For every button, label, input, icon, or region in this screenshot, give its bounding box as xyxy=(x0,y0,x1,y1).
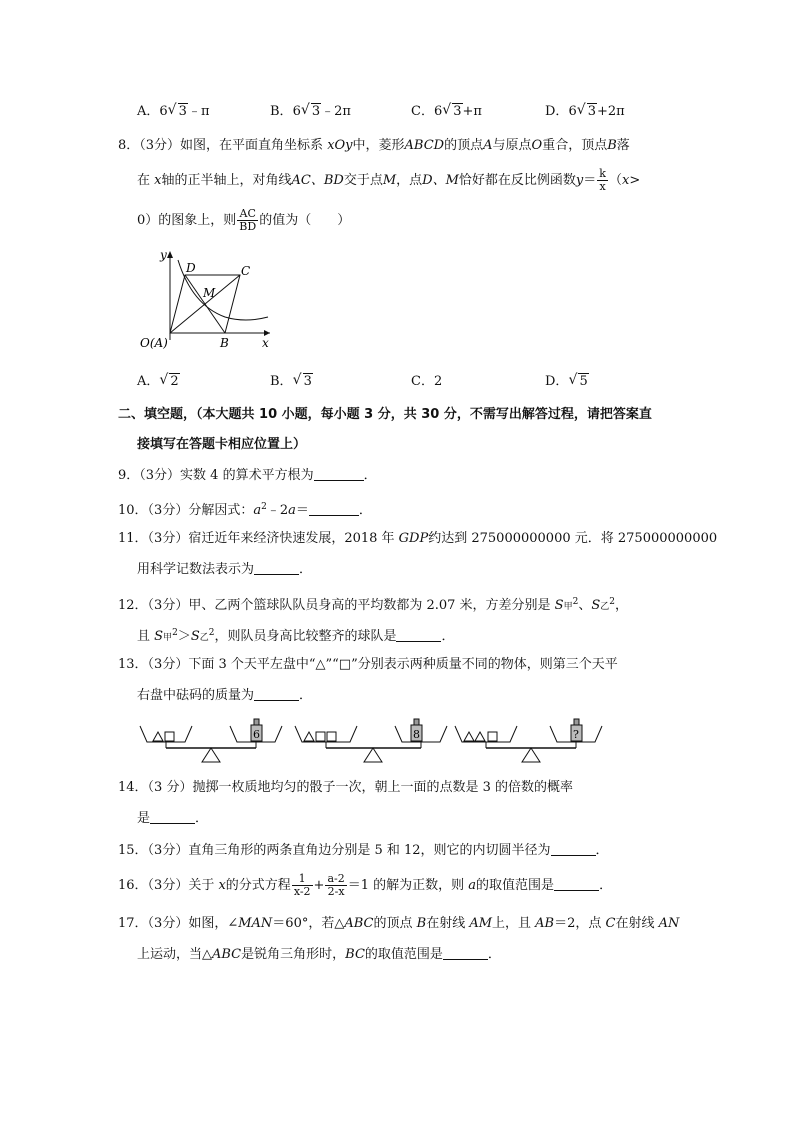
point-b-label: B xyxy=(220,336,229,350)
y-axis-arrow xyxy=(167,251,173,258)
q17-line2: 上运动，当△ABC是锐角三角形时，BC的取值范围是 ． xyxy=(137,947,501,962)
q8-option-a: A．√ 2 xyxy=(137,372,180,392)
q7-option-d: D．6√ 3+2π xyxy=(545,102,625,122)
section2-heading-line1: 二、填空题，（本大题共 10 小题，每小题 3 分，共 30 分，不需写出解答过程，请把答案直 xyxy=(118,407,652,422)
balance-figures xyxy=(135,712,605,767)
q17-line1: 17．（3分）如图，∠MAN＝60°，若△ABC的顶点 B在射线 AM上，且 AB＝2，点 C在射线 AN xyxy=(118,916,680,931)
square-weight xyxy=(327,732,336,741)
q10: 10．（3分）分解因式：$a^2﹣2a=$ ． xyxy=(118,502,372,518)
answer-blank[interactable] xyxy=(396,627,441,642)
balance-2 xyxy=(295,719,447,762)
q11-line1: 11．（3分）宿迁近年来经济快速发展，2018 年 GDP约达到 275000000000 元．将 275000000000 xyxy=(118,531,718,546)
k-over-x-fraction: $\frac{k}{x}$ xyxy=(599,167,606,193)
weight-value: 6 xyxy=(253,728,260,741)
q7-option-b: B．6√ 3﹣2π xyxy=(270,102,351,122)
q13-line2: 右盘中砝码的质量为 ． xyxy=(137,688,313,703)
answer-blank[interactable] xyxy=(443,945,488,960)
answer-blank[interactable] xyxy=(309,501,359,516)
q16: 16．（3分）关于 x的分式方程 $\frac{1}{x-2}$ + $\frac{a-2}{2-x}$ ＝1 的解为正数，则 a的取值范围是 ． xyxy=(118,872,613,898)
q8-option-d: D．√ 5 xyxy=(545,372,589,392)
point-c-label: C xyxy=(241,264,251,278)
q8-option-c: C．2 xyxy=(411,374,443,389)
fraction-1: $\frac{1}{x-2}$ xyxy=(293,872,311,898)
q13-line1: 13．（3分）下面 3 个天平左盘中“△”“□”分别表示两种质量不同的物体，则第三个天平 xyxy=(118,657,618,672)
fulcrum xyxy=(364,748,382,762)
diagonal-bd xyxy=(185,275,225,333)
triangle-weight xyxy=(475,732,485,741)
answer-blank[interactable] xyxy=(254,686,299,701)
q15: 15．（3分）直角三角形的两条直角边分别是 5 和 12，则它的内切圆半径为 ． xyxy=(118,843,609,858)
point-d-label: D xyxy=(186,261,196,275)
square-weight xyxy=(165,732,174,741)
answer-blank[interactable] xyxy=(554,876,599,891)
balance-3 xyxy=(455,719,602,762)
q12-line2: 且 S甲$^2$＞S乙$^2$，则队员身高比较整齐的球队是 ． xyxy=(137,628,455,644)
q12-line1: 12．（3分）甲、乙两个篮球队队员身高的平均数都为 2.07 米，方差分别是 S甲$^2$、S乙$^2$， xyxy=(118,597,628,613)
section2-heading-line2: 接填写在答题卡相应位置上） xyxy=(137,437,307,452)
square-weight xyxy=(316,732,325,741)
answer-blank[interactable] xyxy=(254,560,299,575)
origin-label: O(A) xyxy=(140,336,168,350)
q14-line2: 是 ． xyxy=(137,811,209,826)
square-weight xyxy=(488,732,497,741)
rhombus-figure xyxy=(130,245,280,355)
q8-line1: 8．（3分）如图，在平面直角坐标系 xOy中，菱形ABCD的顶点A与原点O重合，顶点B落 xyxy=(118,138,630,153)
q8-line2: 在 x轴的正半轴上，对角线AC、BD交于点M，点D、M恰好都在反比例函数y＝ $\frac{k}{x}$ （x> xyxy=(137,167,641,193)
q11-line2: 用科学记数法表示为 ． xyxy=(137,562,313,577)
balance-1 xyxy=(140,719,282,762)
weight-value: ? xyxy=(573,728,579,741)
weight-value: 8 xyxy=(413,728,420,741)
answer-blank[interactable] xyxy=(150,809,195,824)
point-m-label: M xyxy=(203,286,216,300)
triangle-weight xyxy=(304,732,314,741)
q7-option-c: C．6√ 3+π xyxy=(411,102,482,122)
x-label: x xyxy=(262,336,269,350)
q8-option-b: B．√ 3 xyxy=(270,372,313,392)
fraction-2: $\frac{a-2}{2-x}$ xyxy=(327,872,345,898)
answer-blank[interactable] xyxy=(314,466,364,481)
left-pan xyxy=(140,726,192,742)
q9: 9．（3分）实数 4 的算术平方根为 ． xyxy=(118,468,377,483)
triangle-weight xyxy=(153,732,163,741)
q7-option-a: A．6√ 3﹣π xyxy=(137,102,210,122)
q14-line1: 14．（3 分）抛掷一枚质地均匀的骰子一次，朝上一面的点数是 3 的倍数的概率 xyxy=(118,780,573,795)
answer-blank[interactable] xyxy=(551,841,596,856)
y-label: y xyxy=(160,248,167,262)
triangle-weight xyxy=(464,732,474,741)
fulcrum xyxy=(522,748,540,762)
ac-over-bd-fraction: $\frac{AC}{BD}$ xyxy=(239,207,257,233)
q8-line3: 0）的图象上，则 $\frac{AC}{BD}$ 的值为（ ） xyxy=(137,207,351,233)
fulcrum xyxy=(202,748,220,762)
